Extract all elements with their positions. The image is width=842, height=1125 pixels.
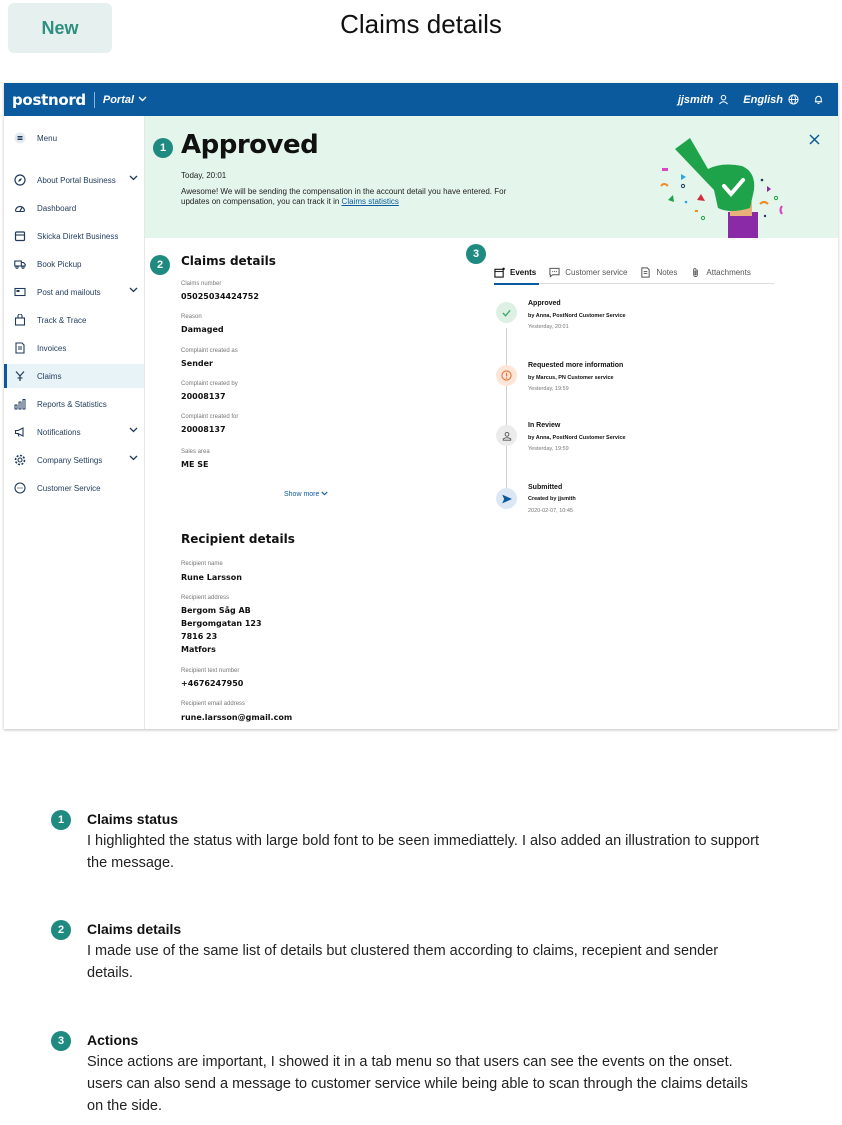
sidebar-item-menu[interactable] [4, 126, 144, 150]
user-icon [718, 94, 729, 105]
event-title: Requested more information [528, 362, 624, 369]
invoice-icon [14, 342, 26, 354]
status-time: Today, 20:01 [181, 171, 227, 180]
note-title-claims-status: Claims status [87, 811, 179, 827]
tab-label: Attachments [706, 268, 751, 277]
event-title: Submitted [528, 484, 563, 491]
sidebar-item-label: Notifications [37, 427, 81, 437]
action-tabs [494, 262, 774, 284]
show-more-button[interactable] [284, 491, 328, 498]
sidebar-item-post-and-mailouts[interactable] [4, 280, 144, 304]
user-menu[interactable] [678, 94, 729, 106]
postnord-logo[interactable]: postnord [12, 90, 86, 109]
mail-icon [14, 286, 26, 298]
chevron-down-icon[interactable] [129, 286, 138, 295]
reason-label: Reason [181, 314, 202, 320]
note-number-2: 2 [51, 920, 71, 940]
tab-events[interactable] [494, 262, 536, 284]
event-time: 2020-02-07, 10:45 [528, 508, 573, 514]
recipient-email-value: rune.larsson@gmail.com [181, 713, 293, 722]
claims-statistics-link[interactable]: Claims statistics [341, 197, 399, 206]
event-author: Created by jjsmith [528, 496, 576, 502]
status-message-text: Awesome! We will be sending the compensation in the account detail you have entered. For updates on compensation, you can track it in [181, 187, 507, 206]
event-author: by Marcus, PN Customer service [528, 375, 614, 381]
sidebar-item-label: Reports & Statistics [37, 399, 107, 409]
annotation-number-1: 1 [153, 138, 173, 158]
sidebar-item-label: Claims [37, 371, 62, 381]
sidebar-item-label: Company Settings [37, 455, 103, 465]
complaint-created-for-value: 20008137 [181, 425, 226, 434]
recipient-address-line: Matfors [181, 645, 216, 654]
notes-icon [640, 267, 651, 278]
calendar-icon [494, 267, 505, 278]
note-body-actions: Since actions are important, I showed it in a tab menu so that users can see the events on the onset. users can also send a message to customer service while being able to scan through the claims details on the side. [87, 1054, 748, 1114]
sidebar-item-label: Book Pickup [37, 259, 82, 269]
bell-icon[interactable] [813, 94, 824, 105]
chevron-down-icon[interactable] [129, 174, 138, 183]
event-time: Yesterday, 19:59 [528, 446, 569, 452]
compass-icon [14, 174, 26, 186]
complaint-created-for-label: Complaint created for [181, 414, 239, 420]
recipient-email-label: Recipient email address [181, 701, 246, 707]
user-name: jjsmith [677, 93, 714, 106]
sales-area-value: ME SE [181, 460, 209, 469]
chevron-down-icon [321, 491, 328, 496]
language-menu[interactable] [743, 94, 799, 106]
note-number-3: 3 [51, 1031, 71, 1051]
note-title-actions: Actions [87, 1032, 139, 1048]
package-icon [14, 314, 26, 326]
recipient-name-label: Recipient name [181, 561, 223, 567]
portal-screenshot [4, 83, 838, 729]
sidebar-item-company-settings[interactable] [4, 448, 144, 472]
claims-number-label: Claims number [181, 281, 222, 287]
note-number-1: 1 [51, 810, 71, 830]
top-bar [4, 83, 838, 116]
sidebar-item-label: About Portal Business [37, 175, 116, 185]
tab-label: Events [510, 268, 537, 277]
tab-attachments[interactable] [690, 262, 750, 284]
gear-icon [14, 454, 26, 466]
tab-notes[interactable] [640, 262, 677, 284]
paperclip-icon [690, 267, 701, 278]
sidebar-item-label: Dashboard [37, 203, 77, 213]
page-title: Claims details [340, 9, 502, 39]
recipient-address-line: 7816 23 [181, 632, 218, 641]
sidebar [4, 116, 145, 729]
recipient-details-title: Recipient details [181, 532, 295, 546]
chat-icon [14, 482, 26, 494]
sidebar-item-label: Skicka Direkt Business [37, 231, 119, 241]
portal-switcher[interactable]: Portal [102, 93, 135, 106]
event-author: by Anna, PostNord Customer Service [528, 435, 626, 441]
recipient-phone-value: +4676247950 [181, 679, 244, 688]
language-label: English [743, 93, 783, 106]
note-body-claims-status: I highlighted the status with large bold font to be seen immediattely. I also added an illustration to support the message. [87, 833, 759, 871]
event-time: Yesterday, 19:59 [528, 386, 569, 392]
message-icon [549, 267, 560, 278]
annotation-number-2: 2 [150, 255, 170, 275]
sidebar-item-label: Invoices [37, 343, 67, 353]
claims-details-title: Claims details [181, 254, 276, 268]
sidebar-item-invoices[interactable] [4, 336, 144, 360]
complaint-created-as-value: Sender [181, 359, 213, 368]
status-message [181, 187, 511, 207]
annotation-number-3: 3 [466, 244, 486, 264]
recipient-address-label: Recipient address [181, 595, 230, 601]
complaint-created-as-label: Complaint created as [181, 348, 238, 354]
sidebar-item-track-and-trace[interactable] [4, 308, 144, 332]
recipient-name-value: Rune Larsson [181, 573, 242, 582]
sidebar-item-label: Track & Trace [37, 315, 87, 325]
truck-icon [14, 258, 26, 270]
show-more-label: Show more [284, 491, 320, 498]
note-body-claims-details: I made use of the same list of details but clustered them according to claims, recepient and sender details. [87, 943, 719, 981]
chevron-down-icon[interactable] [129, 454, 138, 463]
globe-icon [788, 94, 799, 105]
info-icon [496, 365, 517, 386]
sidebar-item-dashboard[interactable] [4, 196, 144, 220]
chevron-down-icon[interactable] [129, 426, 138, 435]
logo-divider [94, 92, 95, 108]
approved-check-icon [496, 302, 517, 323]
sidebar-item-about-portal-business[interactable] [4, 168, 144, 192]
dashboard-icon [14, 202, 26, 214]
sidebar-item-reports-and-statistics[interactable] [4, 392, 144, 416]
close-icon[interactable] [809, 132, 820, 150]
event-time: Yesterday, 20:01 [528, 324, 569, 330]
claims-number-value: 05025034424752 [181, 292, 259, 301]
tab-label: Customer service [565, 268, 628, 277]
new-badge: New [8, 3, 112, 53]
complaint-created-by-label: Complaint created by [181, 381, 238, 387]
sales-area-label: Sales area [181, 449, 210, 455]
event-author: by Anna, PostNord Customer Service [528, 313, 626, 319]
sidebar-item-label: Customer Service [37, 483, 101, 493]
sidebar-item-book-pickup[interactable] [4, 252, 144, 276]
approval-illustration [650, 124, 790, 238]
event-title: Approved [528, 300, 561, 307]
tab-customer-service[interactable] [549, 262, 627, 284]
sidebar-item-skicka-direkt-business[interactable] [4, 224, 144, 248]
tab-label: Notes [656, 268, 678, 277]
menu-icon [14, 132, 26, 144]
sidebar-item-notifications[interactable] [4, 420, 144, 444]
complaint-created-by-value: 20008137 [181, 392, 226, 401]
reason-value: Damaged [181, 325, 224, 334]
timeline-line [506, 328, 507, 503]
recipient-address-line: Bergom Såg AB [181, 606, 251, 615]
claims-icon [14, 370, 26, 382]
recipient-address-line: Bergomgatan 123 [181, 619, 262, 628]
chevron-down-icon[interactable] [138, 94, 147, 105]
chart-icon [14, 398, 26, 410]
sidebar-item-customer-service[interactable] [4, 476, 144, 500]
status-title: Approved [181, 130, 319, 160]
send-icon [496, 488, 517, 509]
box-icon [14, 230, 26, 242]
status-banner [145, 116, 838, 238]
sidebar-item-label: Post and mailouts [37, 287, 101, 297]
sidebar-item-claims[interactable] [4, 364, 144, 388]
note-title-claims-details: Claims details [87, 921, 182, 937]
event-title: In Review [528, 422, 561, 429]
megaphone-icon [14, 426, 26, 438]
sidebar-item-label: Menu [37, 133, 58, 143]
recipient-phone-label: Recipient text number [181, 668, 240, 674]
reviewer-icon [496, 425, 517, 446]
